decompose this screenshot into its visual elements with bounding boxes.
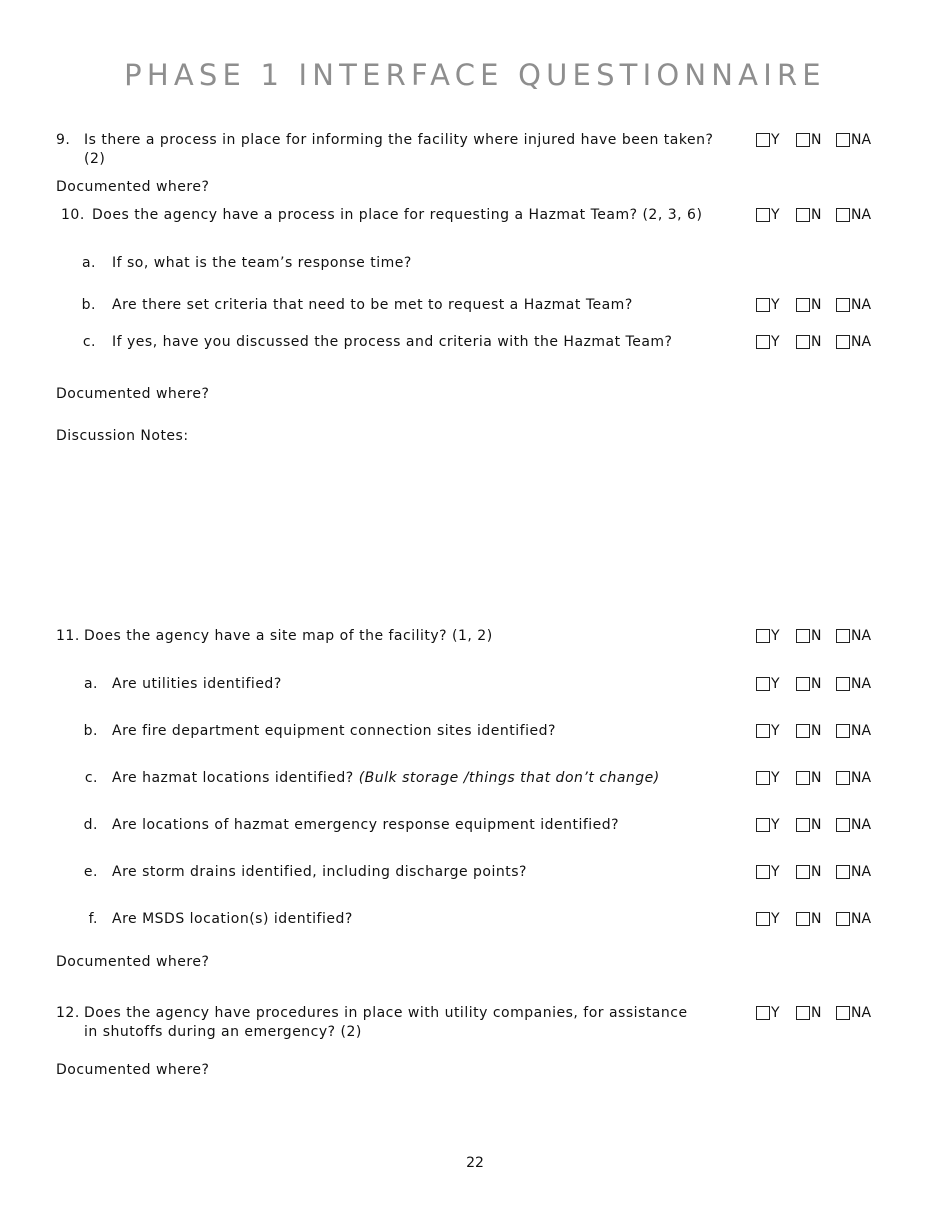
- sub-letter: b.: [83, 723, 98, 739]
- question-10c-options: Y N NA: [756, 334, 880, 352]
- sub-letter: f.: [88, 911, 98, 927]
- question-11f-options: Y N NA: [756, 911, 880, 929]
- checkbox[interactable]: [756, 335, 770, 349]
- checkbox[interactable]: [836, 865, 850, 879]
- documented-where-10: Documented where?: [56, 386, 210, 402]
- question-12-text: Does the agency have procedures in place with utility companies, for assistance: [84, 1005, 688, 1021]
- checkbox[interactable]: [796, 1006, 810, 1020]
- question-11d-options: Y N NA: [756, 817, 880, 835]
- question-11f-text: Are MSDS location(s) identified?: [112, 911, 353, 927]
- question-10a-text: If so, what is the team’s response time?: [112, 255, 412, 271]
- checkbox[interactable]: [756, 865, 770, 879]
- question-9-options: Y N NA: [756, 132, 880, 150]
- checkbox[interactable]: [796, 208, 810, 222]
- sub-letter: a.: [83, 676, 98, 692]
- checkbox[interactable]: [756, 818, 770, 832]
- question-9-number: 9.: [56, 132, 71, 148]
- checkbox[interactable]: [756, 208, 770, 222]
- question-11e-text: Are storm drains identified, including discharge points?: [112, 864, 527, 880]
- question-12-text-cont: in shutoffs during an emergency? (2): [84, 1024, 362, 1040]
- question-11c-text: [112, 769, 660, 788]
- documented-where-9: Documented where?: [56, 179, 210, 195]
- checkbox[interactable]: [836, 298, 850, 312]
- discussion-notes-label: Discussion Notes:: [56, 428, 189, 444]
- checkbox[interactable]: [836, 1006, 850, 1020]
- checkbox[interactable]: [796, 677, 810, 691]
- checkbox[interactable]: [836, 629, 850, 643]
- checkbox[interactable]: [796, 724, 810, 738]
- documented-where-11: Documented where?: [56, 954, 210, 970]
- question-11c-main: Are hazmat locations identified?: [112, 770, 354, 786]
- question-11-number: 11.: [56, 628, 80, 644]
- documented-where-12: Documented where?: [56, 1062, 210, 1078]
- question-10b-text: Are there set criteria that need to be met to request a Hazmat Team?: [112, 297, 633, 313]
- question-9-text: Is there a process in place for informing the facility where injured have been taken?: [84, 132, 714, 148]
- sub-letter: b.: [81, 297, 96, 313]
- question-10c-text: If yes, have you discussed the process and criteria with the Hazmat Team?: [112, 334, 673, 350]
- checkbox[interactable]: [756, 677, 770, 691]
- checkbox[interactable]: [756, 724, 770, 738]
- checkbox[interactable]: [796, 629, 810, 643]
- question-11a-options: Y N NA: [756, 676, 880, 694]
- question-11b-text: Are fire department equipment connection sites identified?: [112, 723, 556, 739]
- question-10-number: 10.: [61, 207, 85, 223]
- checkbox[interactable]: [796, 818, 810, 832]
- question-11d-text: Are locations of hazmat emergency response equipment identified?: [112, 817, 620, 833]
- page-number: 22: [466, 1155, 484, 1171]
- checkbox[interactable]: [836, 912, 850, 926]
- question-11a-text: Are utilities identified?: [112, 676, 282, 692]
- sub-letter: e.: [83, 864, 98, 880]
- question-12-number: 12.: [56, 1005, 80, 1021]
- question-11c-note: (Bulk storage /things that don’t change): [358, 770, 660, 786]
- question-10-text: Does the agency have a process in place for requesting a Hazmat Team? (2, 3, 6): [92, 207, 703, 223]
- checkbox[interactable]: [836, 335, 850, 349]
- question-12-options: Y N NA: [756, 1005, 880, 1023]
- question-11-text: Does the agency have a site map of the facility? (1, 2): [84, 628, 493, 644]
- checkbox[interactable]: [756, 771, 770, 785]
- sub-letter: a.: [81, 255, 96, 271]
- checkbox[interactable]: [796, 335, 810, 349]
- sub-letter: c.: [84, 770, 98, 786]
- checkbox[interactable]: [796, 298, 810, 312]
- checkbox[interactable]: [756, 133, 770, 147]
- checkbox[interactable]: [836, 208, 850, 222]
- question-11-options: Y N NA: [756, 628, 880, 646]
- checkbox[interactable]: [836, 771, 850, 785]
- checkbox[interactable]: [836, 724, 850, 738]
- checkbox[interactable]: [836, 818, 850, 832]
- question-11c-options: Y N NA: [756, 770, 880, 788]
- question-10-options: Y N NA: [756, 207, 880, 225]
- checkbox[interactable]: [756, 298, 770, 312]
- question-10b-options: Y N NA: [756, 297, 880, 315]
- sub-letter: d.: [83, 817, 98, 833]
- sub-letter: c.: [82, 334, 96, 350]
- question-11b-options: Y N NA: [756, 723, 880, 741]
- checkbox[interactable]: [796, 133, 810, 147]
- checkbox[interactable]: [796, 912, 810, 926]
- checkbox[interactable]: [756, 912, 770, 926]
- checkbox[interactable]: [836, 133, 850, 147]
- checkbox[interactable]: [796, 865, 810, 879]
- question-11e-options: Y N NA: [756, 864, 880, 882]
- checkbox[interactable]: [756, 629, 770, 643]
- checkbox[interactable]: [836, 677, 850, 691]
- page-title: PHASE 1 INTERFACE QUESTIONNAIRE: [124, 58, 826, 92]
- question-9-text-cont: (2): [84, 151, 106, 167]
- checkbox[interactable]: [756, 1006, 770, 1020]
- checkbox[interactable]: [796, 771, 810, 785]
